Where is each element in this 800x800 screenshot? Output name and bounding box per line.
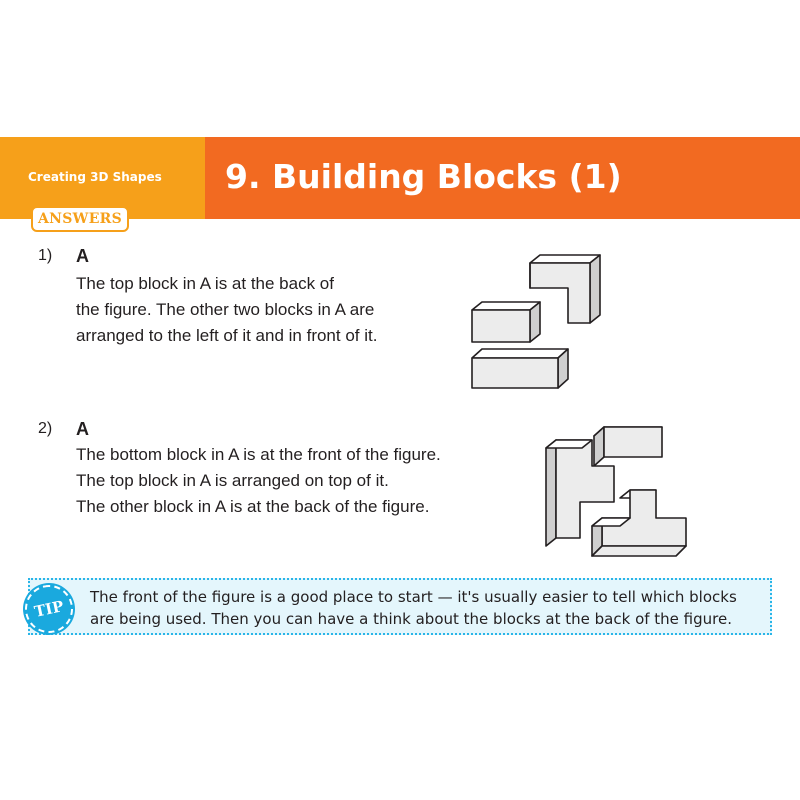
- question-2-line-1: The bottom block in A is at the front of the figure.: [76, 445, 441, 464]
- tip-line-1: The front of the figure is a good place to start — it's usually easier to tell which blocks: [90, 588, 737, 606]
- question-2-explanation: [76, 442, 441, 520]
- question-1-answer: A: [76, 246, 89, 266]
- tip-badge: TIP: [21, 581, 78, 638]
- question-1-number: 1): [38, 247, 53, 264]
- question-1-explanation: [76, 271, 377, 349]
- title-banner: [205, 137, 800, 219]
- small-block: [594, 427, 662, 466]
- question-2-line-3: The other block in A is at the back of the figure.: [76, 497, 430, 516]
- question-2-number: 2): [38, 420, 53, 437]
- question-1-line-1: The top block in A is at the back of: [76, 274, 334, 293]
- question-1-line-2: the figure. The other two blocks in A are: [76, 300, 375, 319]
- question-1-line-3: arranged to the left of it and in front of it.: [76, 326, 378, 345]
- question-2-figure: [540, 420, 700, 570]
- question-1-figure: [460, 248, 610, 398]
- tip-text: [90, 586, 737, 630]
- answers-badge: ANSWERS: [31, 206, 129, 232]
- small-block: [472, 302, 540, 342]
- page-title: 9. Building Blocks (1): [225, 157, 622, 196]
- section-label: Creating 3D Shapes: [28, 170, 162, 184]
- long-block: [472, 349, 568, 388]
- tip-line-2: are being used. Then you can have a think about the blocks at the back of the figure.: [90, 610, 732, 628]
- question-2-line-2: The top block in A is arranged on top of it.: [76, 471, 389, 490]
- question-2-answer: A: [76, 419, 89, 439]
